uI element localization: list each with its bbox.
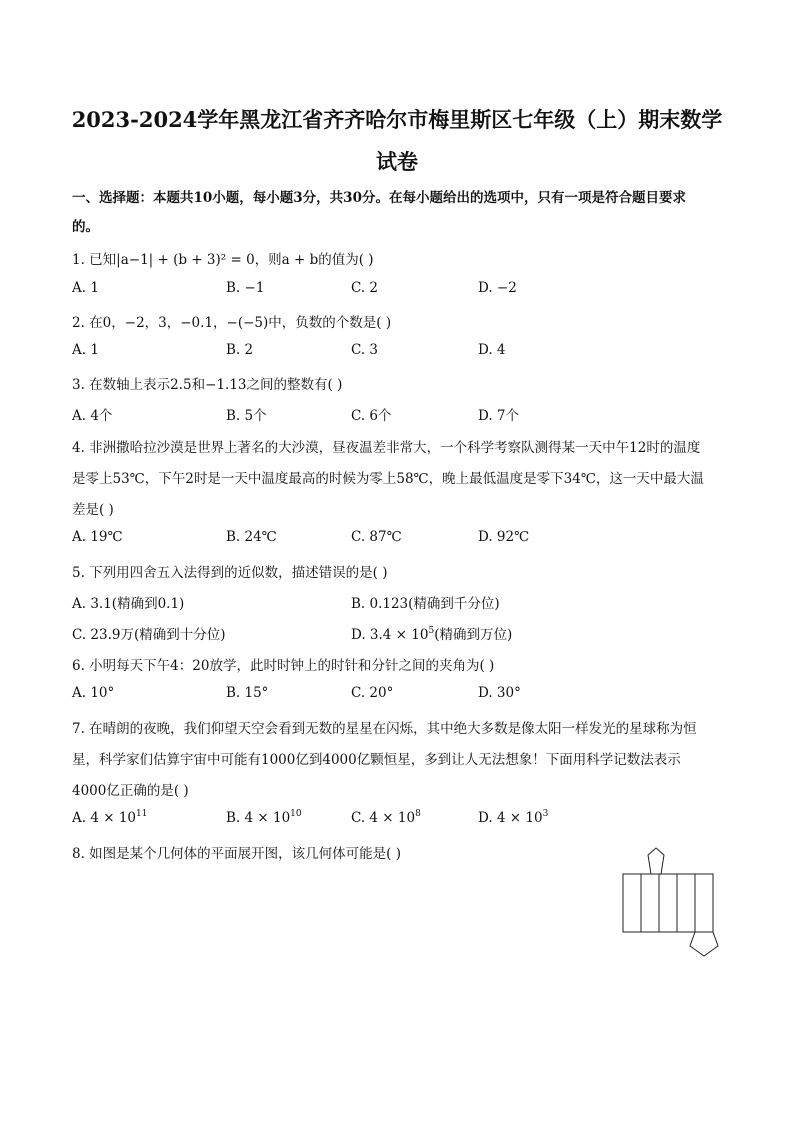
question-6-stem: 6. 小明每天下午4：20放学，此时时钟上的时针和分针之间的夹角为( )	[72, 658, 495, 674]
question-3-stem: 3. 在数轴上表示2.5和−1.13之间的整数有( )	[72, 377, 343, 393]
question-7-option-d	[478, 810, 548, 826]
question-3-option-a: A. 4个	[72, 408, 113, 424]
question-6-option-d: D. 30°	[478, 685, 521, 701]
section-instructions-line1: 一、选择题：本题共10小题，每小题3分，共30分。在每小题给出的选项中，只有一项是符合题目要求	[72, 190, 686, 206]
question-7-option-c	[351, 810, 421, 826]
question-3-option-b: B. 5个	[226, 408, 267, 424]
question-4-stem-line2: 是零上53℃，下午2时是一天中温度最高的时候为零上58℃，晚上最低温度是零下34℃，这一天中最大温	[72, 471, 704, 487]
question-5-option-d-base: D. 3.4 × 10	[351, 627, 429, 643]
question-1-option-b: B. −1	[226, 280, 265, 296]
question-7-stem-line2: 星，科学家们估算宇宙中可能有1000亿到4000亿颗恒星，多到让人无法想象！下面用科学记数法表示	[72, 752, 681, 768]
question-1-option-c: C. 2	[351, 280, 379, 296]
question-5-option-d	[351, 623, 512, 643]
question-5-option-d-exponent: 5	[428, 626, 435, 636]
question-4-option-a: A. 19℃	[72, 529, 123, 545]
question-6-option-a: A. 10°	[72, 685, 115, 701]
page-title-line1: 2023-2024学年黑龙江省齐齐哈尔市梅里斯区七年级（上）期末数学	[71, 107, 723, 132]
net-bottom-pentagon	[690, 932, 718, 956]
question-7-option-c-base: C. 4 × 10	[351, 810, 416, 826]
question-2-option-d: D. 4	[478, 342, 506, 358]
question-7-stem-line1: 7. 在晴朗的夜晚，我们仰望天空会看到无数的星星在闪烁，其中绝大多数是像太阳一样发光的星球称为恒	[72, 721, 697, 737]
net-top-pentagon	[648, 848, 664, 874]
question-4-stem-line1: 4. 非洲撒哈拉沙漠是世界上著名的大沙漠，昼夜温差非常大，一个科学考察队测得某一天中午12时的温度	[72, 440, 701, 456]
page-title-line2: 试卷	[376, 149, 418, 174]
question-7-option-a-base: A. 4 × 10	[72, 810, 136, 826]
question-4-option-c: C. 87℃	[351, 529, 402, 545]
question-5-option-d-note: (精确到万位)	[434, 627, 513, 643]
section-instructions-line2: 的。	[72, 219, 99, 235]
question-1-option-a: A. 1	[72, 280, 99, 296]
question-5-option-c: C. 23.9万(精确到十分位)	[72, 627, 226, 643]
question-3-option-d: D. 7个	[478, 408, 520, 424]
question-6-option-b: B. 15°	[226, 685, 269, 701]
question-5-option-b: B. 0.123(精确到千分位)	[351, 596, 500, 612]
net-rectangle-strip	[623, 874, 713, 932]
question-5-option-a: A. 3.1(精确到0.1)	[72, 596, 185, 612]
question-7-option-c-exponent: 8	[415, 809, 421, 819]
question-7-option-b	[226, 810, 302, 826]
question-1-stem: 1. 已知|a−1| + (b + 3)² = 0，则a + b的值为( )	[72, 252, 374, 268]
question-7-option-b-base: B. 4 × 10	[226, 810, 291, 826]
question-2-option-c: C. 3	[351, 342, 379, 358]
question-4-stem-line3: 差是( )	[72, 502, 114, 518]
question-6-option-c: C. 20°	[351, 685, 394, 701]
question-7-option-d-exponent: 3	[542, 809, 549, 819]
prism-net-figure	[620, 843, 724, 959]
question-4-option-d: D. 92℃	[478, 529, 530, 545]
question-7-option-a	[72, 810, 147, 826]
question-7-stem-line3: 4000亿正确的是( )	[72, 783, 189, 799]
question-7-option-b-exponent: 10	[290, 809, 302, 819]
question-2-option-a: A. 1	[72, 342, 99, 358]
question-2-stem: 2. 在0，−2，3，−0.1，−(−5)中，负数的个数是( )	[72, 315, 392, 331]
question-5-stem: 5. 下列用四舍五入法得到的近似数，描述错误的是( )	[72, 565, 388, 581]
question-2-option-b: B. 2	[226, 342, 254, 358]
question-7-option-a-exponent: 11	[136, 809, 148, 819]
question-4-option-b: B. 24℃	[226, 529, 277, 545]
question-7-option-d-base: D. 4 × 10	[478, 810, 543, 826]
question-3-option-c: C. 6个	[351, 408, 392, 424]
question-1-option-d: D. −2	[478, 280, 517, 296]
question-8-stem: 8. 如图是某个几何体的平面展开图，该几何体可能是( )	[72, 846, 401, 862]
